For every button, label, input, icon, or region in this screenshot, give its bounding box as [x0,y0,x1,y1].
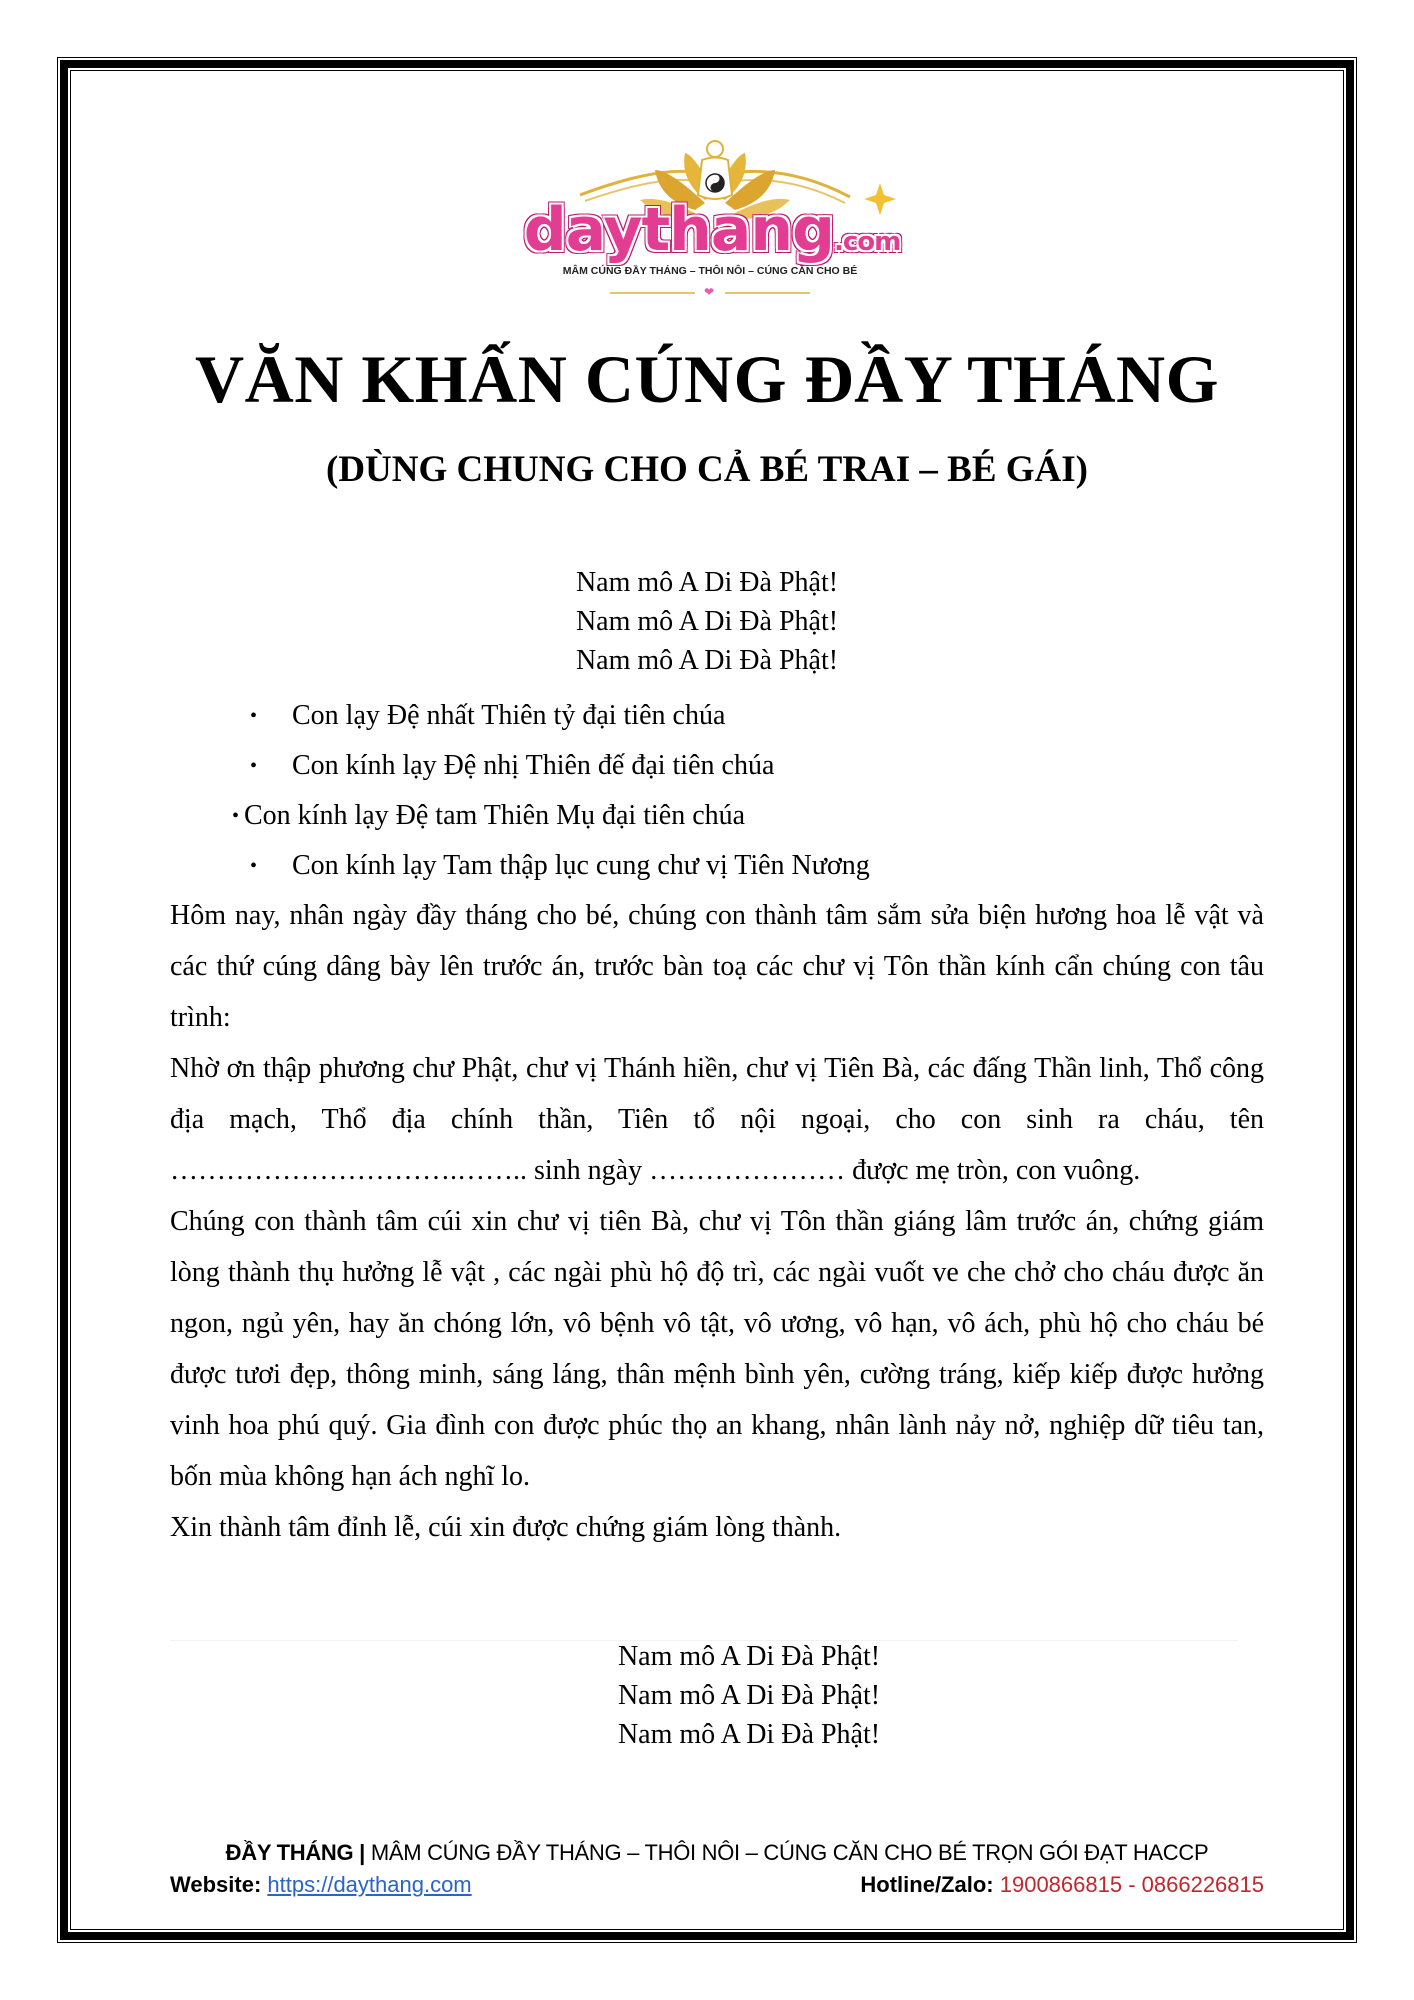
footer-contact-line [170,1872,1264,1904]
invocation-list [232,696,1150,896]
paragraph: Chúng con thành tâm cúi xin chư vị tiên Bà, chư vị Tôn thần giáng lâm trước án, chứng giám lòng thành thụ hưởng lễ vật , các ngài phù hộ độ trì, các ngài vuốt ve che chở cho cháu được ăn ngon, ngủ yên, hay ăn chóng lớn, vô bệnh vô tật, vô ương, vô hạn, vô ách, phù hộ cho cháu bé được tươi đẹp, thông minh, sáng láng, thân mệnh bình yên, cường tráng, kiếp kiếp được hưởng vinh hoa phú quý. Gia đình con được phúc thọ an khang, nhân lành nảy nở, nghiệp dữ tiêu tan, bốn mùa không hạn ách nghĩ lo. [170,1206,1264,1492]
paragraph: Xin thành tâm đỉnh lễ, cúi xin được chứng giám lòng thành. [170,1512,842,1543]
footer-brand: ĐẦY THÁNG [225,1840,354,1865]
logo-tagline: MÂM CÚNG ĐẦY THÁNG – THÔI NÔI – CÚNG CĂN CHO BÉ [562,265,858,277]
chant-line: Nam mô A Di Đà Phật! [575,645,839,676]
bullet-icon: • [250,855,258,877]
bullet-icon: • [232,805,240,827]
chant-line: Nam mô A Di Đà Phật! [575,606,839,637]
hotline-label: Hotline/Zalo: [860,1872,994,1897]
opening-chant [0,563,1414,680]
footer-separator: | [359,1840,366,1865]
invocation-item: • Con kính lạy Đệ tam Thiên Mụ đại tiên chúa [232,796,1150,846]
invocation-item: • Con lạy Đệ nhất Thiên tỷ đại tiên chúa [250,696,1150,746]
invocation-item: • Con kính lạy Đệ nhị Thiên đế đại tiên chúa [250,746,1150,796]
bullet-icon: • [250,755,258,777]
document-subtitle: (DÙNG CHUNG CHO CẢ BÉ TRAI – BÉ GÁI) [326,449,1088,490]
paragraph: Hôm nay, nhân ngày đầy tháng cho bé, chúng con thành tâm sắm sửa biện hương hoa lễ vật và các thứ cúng dâng bày lên trước án, trước bàn toạ các chư vị Tôn thần kính cẩn chúng con tâu trình: [170,900,1264,1033]
website-link[interactable]: https://daythang.com [267,1872,472,1897]
heart-icon: ❤ [704,285,715,299]
document-title: VĂN KHẤN CÚNG ĐẦY THÁNG [195,341,1219,417]
prayer-body [170,890,1264,1553]
chant-line: Nam mô A Di Đà Phật! [575,567,839,598]
logo-wordmark: daythang.com [523,195,901,265]
chant-line: Nam mô A Di Đà Phật! [617,1680,881,1711]
page-footer [170,1840,1264,1904]
closing-chant [42,1637,1414,1754]
footer-hotline [860,1872,1264,1898]
footer-slogan: MÂM CÚNG ĐẦY THÁNG – THÔI NÔI – CÚNG CĂN CHO BÉ TRỌN GÓI ĐẠT HACCP [370,1840,1209,1865]
daythang-logo [490,135,930,300]
footer-website [170,1872,472,1898]
bullet-icon: • [250,705,258,727]
chant-line: Nam mô A Di Đà Phật! [617,1719,881,1750]
chant-line: Nam mô A Di Đà Phật! [617,1641,881,1672]
footer-slogan-line [170,1840,1264,1866]
website-label: Website: [170,1872,262,1897]
paragraph: Nhờ ơn thập phương chư Phật, chư vị Thánh hiền, chư vị Tiên Bà, các đấng Thần linh, Thổ công địa mạch, Thổ địa chính thần, Tiên tổ nội ngoại, cho con sinh ra cháu, tên ………………………….…….. sinh ngày ………………… được mẹ tròn, con vuông. [170,1053,1264,1186]
invocation-item: • Con kính lạy Tam thập lục cung chư vị Tiên Nương [250,846,1150,896]
hotline-numbers: 1900866815 - 0866226815 [999,1872,1264,1897]
